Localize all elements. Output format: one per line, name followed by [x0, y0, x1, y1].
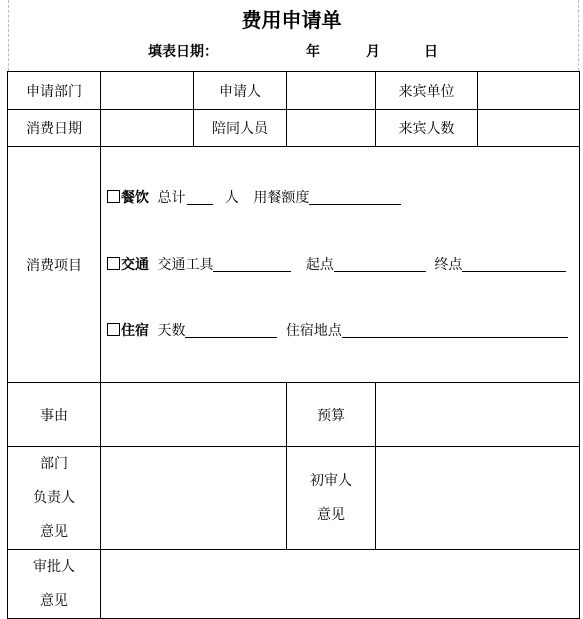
transport-start-label: 起点 [305, 257, 334, 273]
dining-checkbox[interactable] [107, 190, 120, 203]
lodging-checkbox[interactable] [107, 323, 120, 336]
visitor-unit-label: 来宾单位 [376, 72, 478, 110]
dept-head-field[interactable] [101, 447, 287, 550]
dining-total-label: 总计 [157, 190, 186, 206]
dining-label: 餐饮 [121, 190, 149, 206]
transport-start-field[interactable] [334, 257, 426, 272]
transport-label: 交通 [121, 257, 149, 273]
dept-label: 申请部门 [8, 72, 101, 110]
approver-label-line2: 意见 [40, 593, 68, 609]
budget-label: 预算 [287, 383, 376, 447]
lodging-label: 住宿 [121, 323, 149, 339]
budget-field[interactable] [376, 383, 580, 447]
transport-line [107, 254, 566, 274]
transport-tool-label: 交通工具 [157, 257, 214, 273]
expense-form-table [7, 71, 580, 619]
applicant-label: 申请人 [194, 72, 287, 110]
transport-end-label: 终点 [434, 257, 463, 273]
reason-label: 事由 [8, 383, 101, 447]
reviewer-label-line1: 初审人 [310, 473, 352, 489]
accompany-field[interactable] [287, 110, 376, 147]
visitor-unit-field[interactable] [478, 72, 580, 110]
dining-amount-field[interactable] [309, 190, 401, 205]
reviewer-field[interactable] [376, 447, 580, 550]
transport-tool-field[interactable] [213, 257, 291, 272]
visitor-count-label: 来宾人数 [376, 110, 478, 147]
dept-head-label [8, 447, 101, 550]
day-label: 日 [424, 44, 438, 60]
accompany-label: 陪同人员 [194, 110, 287, 147]
fill-date-label: 填表日期： [148, 44, 218, 60]
dining-people-label: 人 [224, 190, 239, 206]
dept-field[interactable] [101, 72, 194, 110]
lodging-place-label: 住宿地点 [285, 323, 342, 339]
dining-line [107, 187, 401, 207]
reason-field[interactable] [101, 383, 287, 447]
reviewer-label-line2: 意见 [317, 507, 345, 523]
form-title: 费用申请单 [241, 8, 342, 32]
reviewer-label [287, 447, 376, 550]
approver-field[interactable] [101, 550, 580, 619]
lodging-days-field[interactable] [185, 323, 277, 338]
dept-head-label-line2: 负责人 [33, 490, 75, 506]
applicant-field[interactable] [287, 72, 376, 110]
transport-end-field[interactable] [462, 257, 566, 272]
transport-checkbox[interactable] [107, 257, 120, 270]
month-label: 月 [366, 44, 380, 60]
approver-label-line1: 审批人 [33, 559, 75, 575]
expense-date-field[interactable] [101, 110, 194, 147]
lodging-line [107, 320, 568, 340]
approver-label [8, 550, 101, 619]
lodging-place-field[interactable] [342, 323, 568, 338]
dining-total-field[interactable] [187, 190, 213, 205]
lodging-days-label: 天数 [157, 323, 186, 339]
dept-head-label-line1: 部门 [40, 456, 68, 472]
dining-amount-label: 用餐额度 [253, 190, 310, 206]
items-cell [101, 147, 580, 383]
visitor-count-field[interactable] [478, 110, 580, 147]
items-label: 消费项目 [8, 147, 101, 383]
fill-date-row [0, 41, 583, 61]
year-label: 年 [306, 44, 320, 60]
dept-head-label-line3: 意见 [40, 524, 68, 540]
expense-date-label: 消费日期 [8, 110, 101, 147]
